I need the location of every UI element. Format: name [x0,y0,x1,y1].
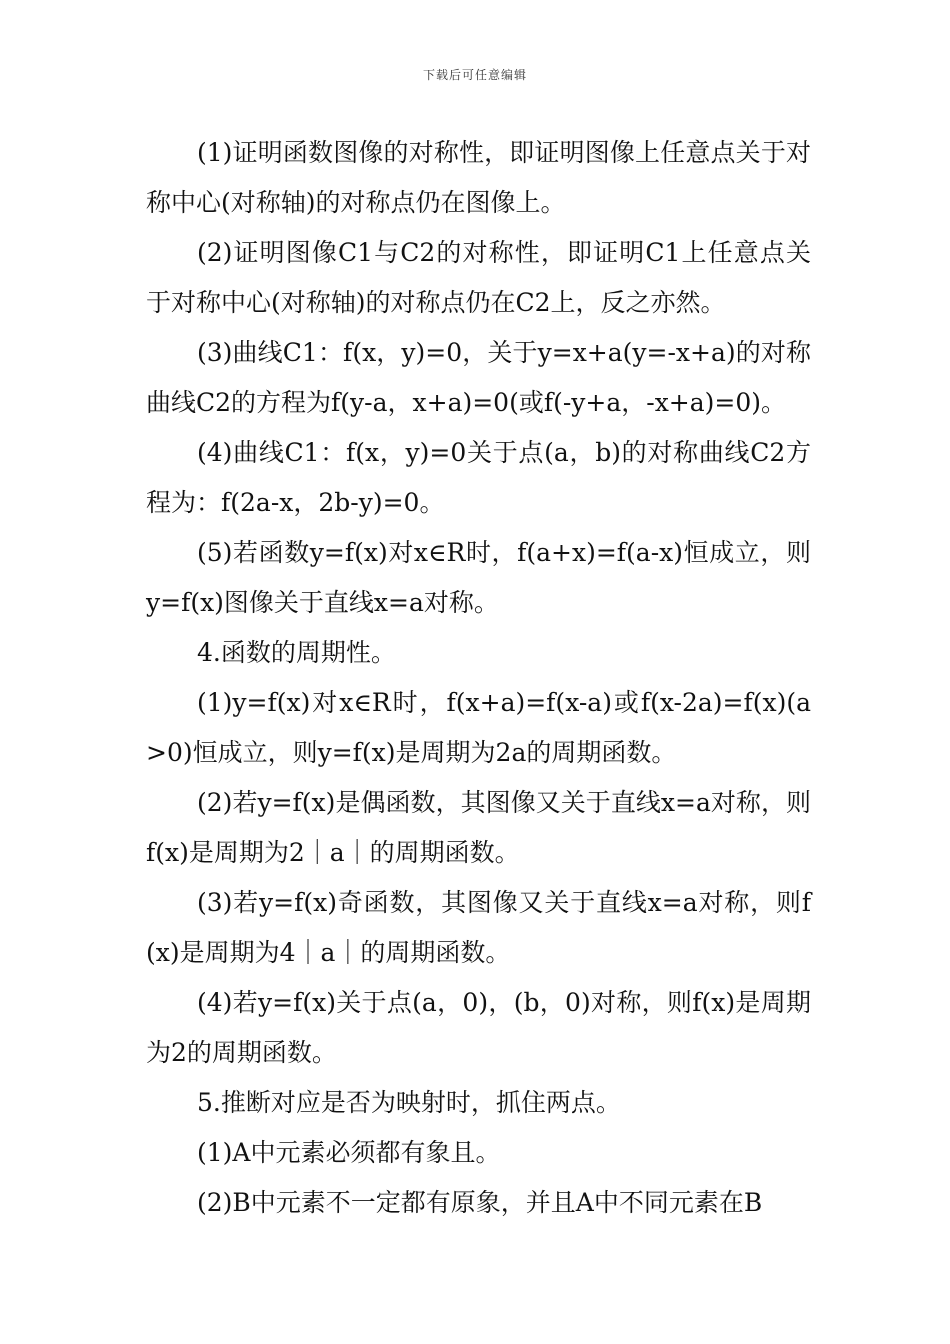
paragraph-line-symmetry: (3)曲线C1：f(x，y)=0，关于y=x+a(y=-x+a)的对称曲线C2的方程为f(y-a，x+a)=0(或f(-y+a，-x+a)=0)。 [146,338,811,417]
section-heading-mapping: 5.推断对应是否为映射时，抓住两点。 [197,1088,621,1117]
paragraph-curve-symmetry: (2)证明图像C1与C2的对称性，即证明C1上任意点关于对称中心(对称轴)的对称点仍在C2上，反之亦然。 [146,238,811,317]
paragraph-period-2a: (1)y=f(x)对x∈R时，f(x+a)=f(x-a)或f(x-2a)=f(x)(a>0)恒成立，则y=f(x)是周期为2a的周期函数。 [146,688,811,767]
paragraph-axis-symmetry: (5)若函数y=f(x)对x∈R时，f(a+x)=f(a-x)恒成立，则y=f(x)图像关于直线x=a对称。 [146,538,812,617]
paragraph-odd-function-period: (3)若y=f(x)奇函数，其图像又关于直线x=a对称，则f(x)是周期为4｜a｜的周期函数。 [146,888,811,967]
section-heading-periodicity: 4.函数的周期性。 [197,638,396,667]
page-header: 下载后可任意编辑 [422,68,527,82]
paragraph-mapping-a: (1)A中元素必须都有象且。 [197,1138,501,1167]
paragraph-mapping-b: (2)B中元素不一定都有原象，并且A中不同元素在B [197,1188,763,1217]
paragraph-two-point-period: (4)若y=f(x)关于点(a，0)，(b，0)对称，则f(x)是周期为2的周期函数。 [146,988,811,1067]
paragraph-symmetry-proof: (1)证明函数图像的对称性，即证明图像上任意点关于对称中心(对称轴)的对称点仍在图像上。 [146,138,811,217]
paragraph-point-symmetry: (4)曲线C1：f(x，y)=0关于点(a，b)的对称曲线C2方程为：f(2a-x，2b-y)=0。 [146,438,811,517]
document-body [146,128,811,1228]
paragraph-even-function-period: (2)若y=f(x)是偶函数，其图像又关于直线x=a对称，则f(x)是周期为2｜a｜的周期函数。 [146,788,811,867]
